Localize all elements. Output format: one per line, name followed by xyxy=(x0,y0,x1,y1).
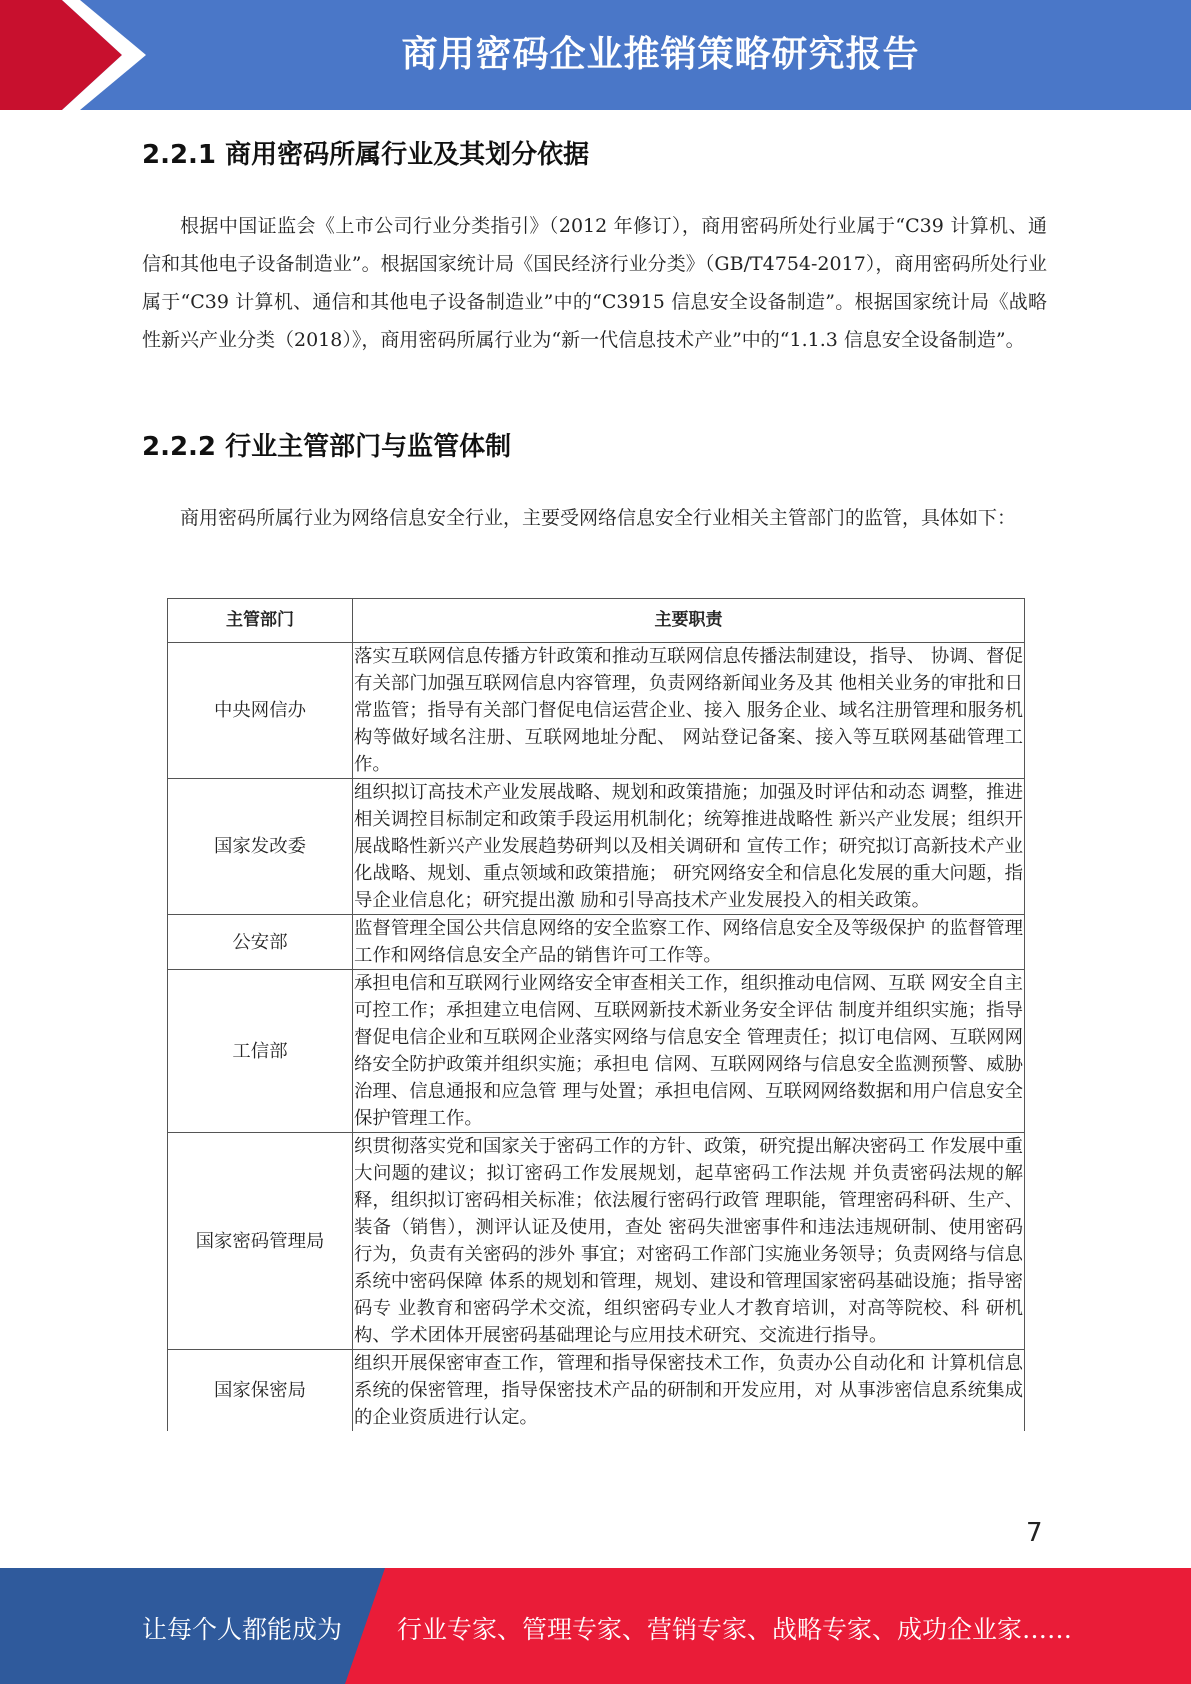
section-paragraph-2-2-1: 根据中国证监会《上市公司行业分类指引》（2012 年修订），商用密码所处行业属于“C39 计算机、通信和其他电子设备制造业”。根据国家统计局《国民经济行业分类》（GB/T4754-2017），商用密码所处行业属于“C39 计算机、通信和其他电子设备制造业”中的“C3915 信息安全设备制造”。根据国家统计局《战略性新兴产业分类（2018）》，商用密码所属行业为“新一代信息技术产业”中的“1.1.3 信息安全设备制造”。 xyxy=(142,215,1047,351)
dept-cell: 工信部 xyxy=(168,970,353,1133)
duty-cell: 组织开展保密审查工作，管理和指导保密技术工作，负责办公自动化和 计算机信息系统的保密管理，指导保密技术产品的研制和开发应用，对 从事涉密信息系统集成的企业资质进行认定。 xyxy=(353,1350,1025,1432)
table-row xyxy=(168,915,1025,970)
duty-cell: 承担电信和互联网行业网络安全审查相关工作，组织推动电信网、互联 网安全自主可控工作；承担建立电信网、互联网新技术新业务安全评估 制度并组织实施；指导督促电信企业和互联网企业落实网络与信息安全 管理责任；拟订电信网、互联网网络安全防护政策并组织实施；承担电 信网、互联网网络与信息安全监测预警、威胁治理、信息通报和应急管 理与处置；承担电信网、互联网网络数据和用户信息安全保护管理工作。 xyxy=(353,970,1025,1133)
column-header-duty: 主要职责 xyxy=(353,599,1025,643)
duty-cell: 组织拟订高技术产业发展战略、规划和政策措施；加强及时评估和动态 调整，推进相关调控目标制定和政策手段运用机制化；统筹推进战略性 新兴产业发展；组织开展战略性新兴产业发展趋势研判以及相关调研和 宣传工作；研究拟订高新技术产业化战略、规划、重点领域和政策措施； 研究网络安全和信息化发展的重大问题，指导企业信息化；研究提出激 励和引导高技术产业发展投入的相关政策。 xyxy=(353,779,1025,915)
footer-slogan-left: 让每个人都能成为 xyxy=(142,1615,343,1644)
section-heading-2-2-2: 2.2.2 行业主管部门与监管体制 xyxy=(142,432,512,462)
section-heading-2-2-1: 2.2.1 商用密码所属行业及其划分依据 xyxy=(142,140,590,170)
table-row xyxy=(168,1133,1025,1350)
duty-cell: 织贯彻落实党和国家关于密码工作的方针、政策，研究提出解决密码工 作发展中重大问题的建议；拟订密码工作发展规划，起草密码工作法规 并负责密码法规的解释，组织拟订密码相关标准；依法履行密码行政管 理职能，管理密码科研、生产、装备（销售），测评认证及使用，查处 密码失泄密事件和违法违规研制、使用密码行为，负责有关密码的涉外 事宜；对密码工作部门实施业务领导；负责网络与信息系统中密码保障 体系的规划和管理，规划、建设和管理国家密码基础设施；指导密码专 业教育和密码学术交流，组织密码专业人才教育培训，对高等院校、科 研机构、学术团体开展密码基础理论与应用技术研究、交流进行指导。 xyxy=(353,1133,1025,1350)
table-row xyxy=(168,970,1025,1133)
dept-cell: 国家发改委 xyxy=(168,779,353,915)
page-number: 7 xyxy=(1026,1518,1043,1548)
duty-cell: 监督管理全国公共信息网络的安全监察工作、网络信息安全及等级保护 的监督管理工作和网络信息安全产品的销售许可工作等。 xyxy=(353,915,1025,970)
header-arrow-icon xyxy=(0,0,160,110)
report-title: 商用密码企业推销策略研究报告 xyxy=(401,34,920,75)
table-row xyxy=(168,779,1025,915)
table-header-row xyxy=(168,599,1025,643)
page-footer xyxy=(0,1568,1191,1684)
dept-cell: 国家密码管理局 xyxy=(168,1133,353,1350)
column-header-dept: 主管部门 xyxy=(168,599,353,643)
table-row xyxy=(168,1350,1025,1432)
dept-cell: 中央网信办 xyxy=(168,643,353,779)
table-row xyxy=(168,643,1025,779)
footer-slogan-right: 行业专家、管理专家、营销专家、战略专家、成功企业家…… xyxy=(397,1615,1073,1644)
dept-cell: 国家保密局 xyxy=(168,1350,353,1432)
page-header xyxy=(0,0,1191,110)
dept-cell: 公安部 xyxy=(168,915,353,970)
regulator-table xyxy=(167,598,1025,1431)
section-paragraph-2-2-2: 商用密码所属行业为网络信息安全行业，主要受网络信息安全行业相关主管部门的监管，具体如下： xyxy=(180,507,1017,529)
duty-cell: 落实互联网信息传播方针政策和推动互联网信息传播法制建设，指导、 协调、督促有关部门加强互联网信息内容管理，负责网络新闻业务及其 他相关业务的审批和日常监管；指导有关部门督促电信运营企业、接入 服务企业、域名注册管理和服务机构等做好域名注册、互联网地址分配、 网站登记备案、接入等互联网基础管理工作。 xyxy=(353,643,1025,779)
